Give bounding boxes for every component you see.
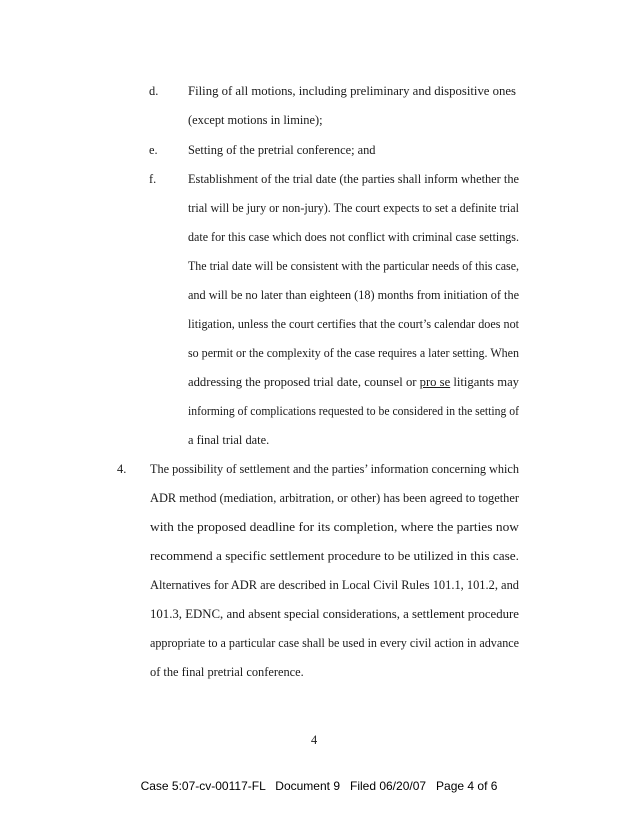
section-4-line-5: Alternatives for ADR are described in Local Civil Rules 101.1, 101.2, and <box>150 578 519 592</box>
case-footer: Case 5:07-cv-00117-FL Document 9 Filed 06/20/07 Page 4 of 6 <box>140 779 498 793</box>
item-f-line-8 <box>188 375 519 389</box>
item-f-line-6: litigation, unless the court certifies that the court’s calendar does not <box>188 317 519 331</box>
page-number: 4 <box>311 733 318 747</box>
section-4-line-1: The possibility of settlement and the parties’ information concerning which <box>150 462 519 476</box>
item-f-line-3: date for this case which does not conflict with criminal case settings. <box>188 230 519 244</box>
item-d-line-1: Filing of all motions, including preliminary and dispositive ones <box>188 84 516 98</box>
section-4-line-7: appropriate to a particular case shall be used in every civil action in advance <box>150 636 519 650</box>
item-f-line-8-before: addressing the proposed trial date, counsel or <box>188 375 420 389</box>
item-f-marker: f. <box>149 172 157 186</box>
item-f-line-7: so permit or the complexity of the case requires a later setting. When <box>188 346 519 360</box>
item-d-marker: d. <box>149 84 159 98</box>
item-f-line-2: trial will be jury or non-jury). The court expects to set a definite trial <box>188 201 519 215</box>
item-f-line-8-after: litigants may <box>450 375 519 389</box>
section-4-line-6: 101.3, EDNC, and absent special considerations, a settlement procedure <box>150 607 519 621</box>
section-4-line-4: recommend a specific settlement procedure to be utilized in this case. <box>150 549 519 563</box>
item-f-line-4: The trial date will be consistent with the particular needs of this case, <box>188 259 519 273</box>
item-f-line-10: a final trial date. <box>188 433 270 447</box>
item-f-line-5: and will be no later than eighteen (18) months from initiation of the <box>188 288 519 302</box>
section-4-line-3: with the proposed deadline for its completion, where the parties now <box>150 520 519 534</box>
pro-se-term: pro se <box>419 375 451 389</box>
section-4-line-2: ADR method (mediation, arbitration, or other) has been agreed to together <box>150 491 519 505</box>
section-4-marker: 4. <box>117 462 127 476</box>
item-d-line-2: (except motions in limine); <box>188 113 323 127</box>
item-f-line-1: Establishment of the trial date (the parties shall inform whether the <box>188 172 519 186</box>
item-e-line-1: Setting of the pretrial conference; and <box>188 143 376 157</box>
section-4-line-8: of the final pretrial conference. <box>150 665 304 679</box>
item-e-marker: e. <box>149 143 158 157</box>
item-f-line-9: informing of complications requested to be considered in the setting of <box>188 404 519 418</box>
